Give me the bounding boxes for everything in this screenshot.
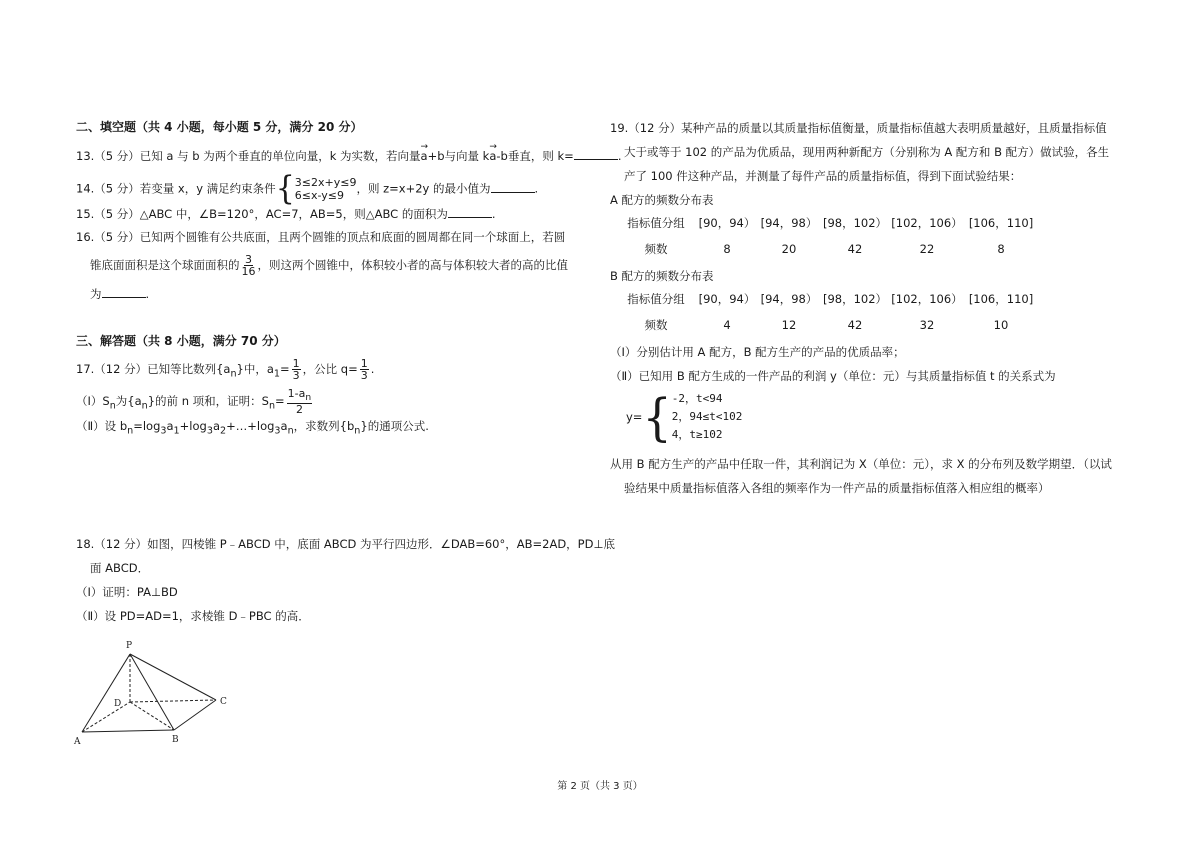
solve-header: 三、解答题（共 8 小题，满分 70 分） [76,334,286,348]
table-row: 指标值分组 [90，94） [94，98） [98，102） [102，106） [106，110] [627,216,1034,230]
table-row: 频数 8 20 42 22 8 [644,242,1005,256]
page-footer: 第 2 页（共 3 页） [557,781,643,792]
table-row: 频数 4 12 42 32 10 [644,318,1009,332]
question-19-line3: 产了 100 件这种产品，并测量了每件产品的质量指标值，得到下面试验结果： [624,169,1022,183]
answer-blank [491,182,535,193]
table-b [616,286,1038,338]
question-19-tail2: 验结果中质量指标值落入各组的频率作为一件产品的质量指标值落入相应组的概率） [624,481,1050,495]
label-A: A [74,737,81,747]
table-a-title: A 配方的频数分布表 [610,193,714,207]
table-a [616,210,1038,262]
edge-DB [130,702,174,730]
table-b-title: B 配方的频数分布表 [610,269,714,283]
label-B: B [172,735,179,745]
question-19-part2: （Ⅱ）已知用 B 配方生成的一件产品的利润 y（单位：元）与其质量指标值 t 的关系式为 [610,369,1056,383]
edge-AD [82,702,130,732]
question-18-part1: （Ⅰ）证明：PA⊥BD [76,585,178,599]
question-16-line3: 为 . [90,287,150,301]
question-18-line2: 面 ABCD． [90,561,150,575]
question-18-part2: （Ⅱ）设 PD=AD=1，求棱锥 D﹣PBC 的高． [76,609,310,623]
question-17-part2: （Ⅱ）设 $b_n=\log_3a_1+\log_3a_2+\dots+\log_3a_n$，求数列$\{b_n\}$的通项公式. [76,419,429,437]
label-D: D [114,699,122,709]
question-19-line1: 19.（12 分）某种产品的质量以其质量指标值衡量，质量指标值越大表明质量越好，且质量指标值 [610,121,1107,135]
table-row: 指标值分组 [90，94） [94，98） [98，102） [102，106） [106，110] [627,292,1034,306]
question-17: 17.（12 分）已知等比数列$\{a_n\}$中，$a_1=$ $\frac{1}{3}$ ，公比 q= $\frac{1}{3}$ . [76,357,375,382]
question-16-line2: 锥底面面积是这个球面面积的 $\frac{3}{16}$ ，则这两个圆锥中，体积较小者的高与体积较大者的高的比值 [90,253,568,278]
question-19-tail1: 从用 B 配方生产的产品中任取一件，其利润记为 X（单位：元），求 X 的分布列及数学期望．（以试 [610,457,1112,471]
question-13: 13.（5 分）已知 a 与 b 为两个垂直的单位向量，k 为实数，若向量→ a+b与向量 k→ a-b垂直，则 k= . [76,148,621,164]
label-C: C [220,697,227,707]
answer-blank [102,287,146,298]
piecewise-function: y= { -2，t<94 2，94≤t<102 4，t≥102 [626,387,743,447]
question-14: 14.（5 分）若变量 x，y 满足约束条件{ 3≤2x+y≤9 6≤x-y≤9 ，则 z=x+2y 的最小值为 . [76,169,539,208]
question-19-line2: 大于或等于 102 的产品为优质品，现用两种新配方（分别称为 A 配方和 B 配方）做试验，各生 [624,145,1110,159]
question-16-line1: 16.（5 分）已知两个圆锥有公共底面，且两个圆锥的顶点和底面的圆周都在同一个球面上，若圆 [76,230,566,244]
label-P: P [126,641,133,651]
edge-PA [82,654,130,732]
question-19-part1: （Ⅰ）分别估计用 A 配方，B 配方生产的产品的优质品率； [610,345,905,359]
fill-blank-header: 二、填空题（共 4 小题，每小题 5 分，满分 20 分） [76,120,363,134]
edge-AB [82,730,174,732]
edge-BC [174,700,216,730]
edge-DC [130,700,216,702]
question-15: 15.（5 分）△ABC 中，∠B=120°，AC=7，AB=5，则△ABC 的面积为 . [76,207,496,221]
question-17-part1: $(Ⅰ)S_n$为$\{a_n\}$的前 n 项和，证明：$S_n=$ $\frac{1-a_n}{2}$ [76,387,312,417]
answer-blank [448,207,492,218]
pyramid-figure [70,636,250,756]
question-18-line1: 18.（12 分）如图，四棱锥 P﹣ABCD 中，底面 ABCD 为平行四边形．∠DAB=60°，AB=2AD，PD⊥底 [76,537,615,551]
